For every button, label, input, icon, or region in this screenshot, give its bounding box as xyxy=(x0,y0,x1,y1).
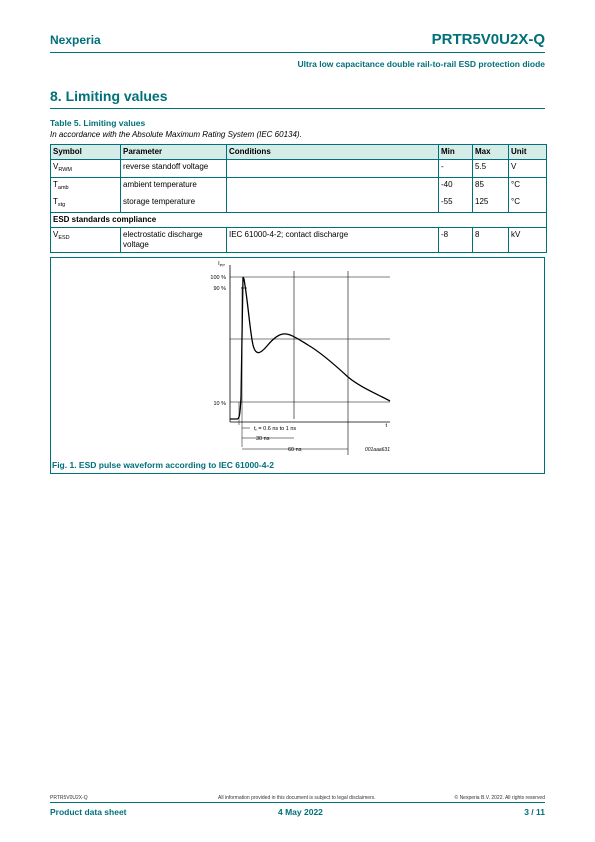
conditions-cell xyxy=(227,178,439,196)
table-caption: Table 5. Limiting values xyxy=(50,118,146,128)
label-30ns: 30 ns xyxy=(256,436,270,442)
parameter-cell: ambient temperature xyxy=(121,178,227,196)
unit-cell: kV xyxy=(509,228,547,253)
col-header-max: Max xyxy=(473,145,509,160)
min-cell: -55 xyxy=(439,195,473,213)
footer-divider xyxy=(50,802,545,803)
table-section-row xyxy=(51,213,547,228)
figure-code: 001aaa631 xyxy=(364,447,390,453)
max-cell: 5.5 xyxy=(473,160,509,178)
conditions-cell: IEC 61000-4-2; contact discharge xyxy=(227,228,439,253)
col-header-symbol: Symbol xyxy=(51,145,121,160)
unit-cell: V xyxy=(509,160,547,178)
max-cell: 85 xyxy=(473,178,509,196)
parameter-cell: storage temperature xyxy=(121,195,227,213)
section-title: 8. Limiting values xyxy=(50,88,168,104)
table-row xyxy=(51,195,547,213)
col-header-conditions: Conditions xyxy=(227,145,439,160)
header-divider xyxy=(50,52,545,53)
min-cell: -8 xyxy=(439,228,473,253)
parameter-cell: electrostatic discharge voltage xyxy=(121,228,227,253)
col-header-parameter: Parameter xyxy=(121,145,227,160)
figure-caption: Fig. 1. ESD pulse waveform according to IEC 61000-4-2 xyxy=(52,460,275,470)
label-10-percent: 10 % xyxy=(213,401,226,407)
document-subtitle: Ultra low capacitance double rail-to-rail ESD protection diode xyxy=(297,59,545,69)
col-header-min: Min xyxy=(439,145,473,160)
footer-disclaimer: All information provided in this document is subject to legal disclaimers. xyxy=(218,795,376,801)
symbol-cell: $T_{amb}$ xyxy=(51,178,121,196)
col-header-unit: Unit xyxy=(509,145,547,160)
limiting-values-table xyxy=(50,144,547,253)
parameter-cell: reverse standoff voltage xyxy=(121,160,227,178)
min-cell: - xyxy=(439,160,473,178)
footer-page-number: 3 / 11 xyxy=(524,807,545,817)
esd-waveform-diagram xyxy=(50,257,545,474)
label-60ns: 60 ns xyxy=(288,447,302,453)
unit-cell: °C xyxy=(509,178,547,196)
table-row xyxy=(51,160,547,178)
max-cell: 8 xyxy=(473,228,509,253)
footer-doc-type: Product data sheet xyxy=(50,807,127,817)
table-row xyxy=(51,178,547,196)
footer-doc-id: PRTR5V0U2X-Q xyxy=(50,795,88,801)
table-header-row xyxy=(51,145,547,160)
symbol-cell: $T_{stg}$ xyxy=(51,195,121,213)
min-cell: -40 xyxy=(439,178,473,196)
waveform-curve xyxy=(230,277,390,419)
table-note: In accordance with the Absolute Maximum Rating System (IEC 60134). xyxy=(50,130,302,139)
label-90-percent: 90 % xyxy=(213,286,226,292)
x-axis-label: t xyxy=(385,423,387,429)
unit-cell: °C xyxy=(509,195,547,213)
part-number: PRTR5V0U2X-Q xyxy=(431,31,545,48)
label-100-percent: 100 % xyxy=(210,275,226,281)
rise-time-label: tr = 0.6 ns to 1 ns xyxy=(254,426,297,432)
company-name: Nexperia xyxy=(50,33,101,47)
esd-section-label: ESD standards compliance xyxy=(51,213,547,228)
footer-copyright: © Nexperia B.V. 2022. All rights reserved xyxy=(454,795,545,801)
table-row xyxy=(51,228,547,253)
conditions-cell xyxy=(227,195,439,213)
max-cell: 125 xyxy=(473,195,509,213)
symbol-cell: $V_{ESD}$ xyxy=(51,228,121,253)
section-divider xyxy=(50,108,545,109)
conditions-cell xyxy=(227,160,439,178)
symbol-cell: $V_{RWM}$ xyxy=(51,160,121,178)
footer-date: 4 May 2022 xyxy=(278,807,323,817)
y-axis-label: $I_{PP}$ xyxy=(218,261,225,268)
